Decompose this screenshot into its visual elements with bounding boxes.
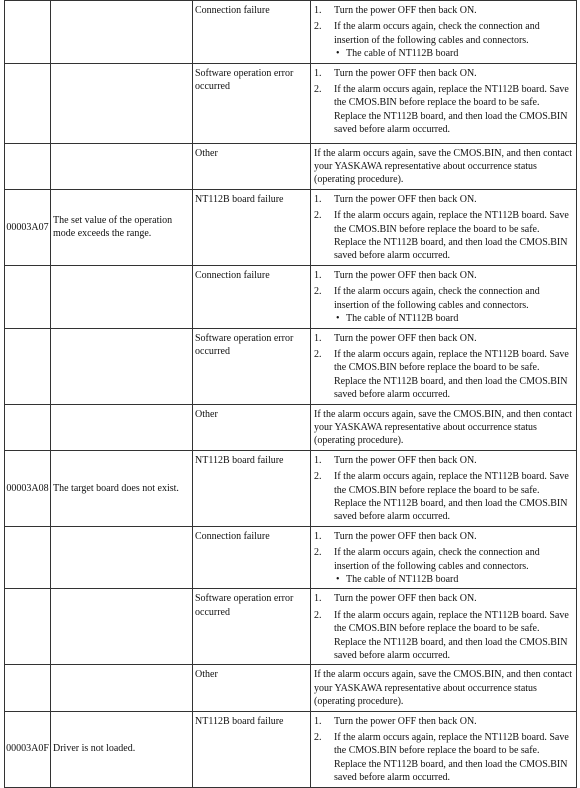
failure-type-cell: NT112B board failure <box>193 450 311 526</box>
alarm-code-cell <box>5 665 51 711</box>
step-text <box>334 20 574 60</box>
cable-bullet <box>334 47 574 60</box>
step-number: 2. <box>314 84 322 96</box>
alarm-cause-cell <box>51 265 193 328</box>
remedy-step <box>314 530 574 543</box>
step-number: 1. <box>314 332 322 344</box>
step-number: 1. <box>314 454 322 466</box>
alarm-row <box>5 665 577 711</box>
remedy-cell <box>311 1 577 64</box>
remedy-text: If the alarm occurs again, save the CMOS.BIN, and then contact your YASKAWA representative about occurrence status (operating procedure). <box>314 408 572 447</box>
alarm-row <box>5 526 577 589</box>
alarm-table-body <box>5 1 577 788</box>
step-text: Turn the power OFF then back ON. <box>334 5 477 16</box>
failure-type-cell: Other <box>193 404 311 450</box>
step-number: 1. <box>314 530 322 542</box>
step-text <box>334 285 574 325</box>
remedy-cell <box>311 328 577 404</box>
step-number: 2. <box>314 210 322 222</box>
failure-type-cell: Other <box>193 143 311 189</box>
alarm-cause-cell <box>51 526 193 589</box>
alarm-cause-cell <box>51 143 193 189</box>
remedy-cell <box>311 189 577 265</box>
remedy-step <box>314 454 574 467</box>
failure-type-cell: Software operation error occurred <box>193 589 311 665</box>
step-text: If the alarm occurs again, replace the NT112B board. Save the CMOS.BIN before replace the board to be safe. Replace the NT112B board, and then load the CMOS.BIN saved before alarm occurred. <box>334 609 569 662</box>
bullet-text: The cable of NT112B board <box>346 574 459 585</box>
remedy-cell <box>311 526 577 589</box>
alarm-cause-cell <box>51 63 193 143</box>
step-number: 2. <box>314 21 322 33</box>
step-number: 2. <box>314 348 322 360</box>
failure-type-cell: Software operation error occurred <box>193 63 311 143</box>
alarm-row <box>5 328 577 404</box>
step-number: 2. <box>314 609 322 621</box>
step-text: Turn the power OFF then back ON. <box>334 193 477 205</box>
alarm-table <box>4 0 577 788</box>
step-text: If the alarm occurs again, replace the NT112B board. Save the CMOS.BIN before replace the board to be safe. Replace the NT112B board, and then load the CMOS.BIN saved before alarm occurred. <box>334 471 569 523</box>
alarm-code-cell <box>5 328 51 404</box>
step-number: 1. <box>314 593 322 605</box>
alarm-row <box>5 589 577 665</box>
step-number: 1. <box>314 269 322 281</box>
failure-type-cell: NT112B board failure <box>193 189 311 265</box>
remedy-step <box>314 546 574 586</box>
step-text: Turn the power OFF then back ON. <box>334 332 477 344</box>
remedy-step <box>314 4 574 17</box>
alarm-row <box>5 265 577 328</box>
step-text: Turn the power OFF then back ON. <box>334 593 477 605</box>
remedy-step <box>314 209 574 263</box>
failure-type-cell: Software operation error occurred <box>193 328 311 404</box>
remedy-cell <box>311 711 577 787</box>
remedy-step <box>314 269 574 282</box>
alarm-code-cell: 00003A0F <box>5 711 51 787</box>
step-text: Turn the power OFF then back ON. <box>334 530 477 542</box>
remedy-step <box>314 20 574 60</box>
step-text-main: If the alarm occurs again, check the connection and insertion of the following cables and connectors. <box>334 21 540 46</box>
step-text: If the alarm occurs again, replace the NT112B board. Save the CMOS.BIN before replace the board to be safe. Replace the NT112B board, and then load the CMOS.BIN saved before alarm occurred. <box>334 348 569 401</box>
remedy-cell <box>311 63 577 143</box>
alarm-row <box>5 404 577 450</box>
failure-type-cell: Other <box>193 665 311 711</box>
step-text: Turn the power OFF then back ON. <box>334 67 477 79</box>
remedy-cell <box>311 589 577 665</box>
alarm-code-cell <box>5 526 51 589</box>
remedy-step <box>314 470 574 524</box>
remedy-step <box>314 67 574 80</box>
step-text: Turn the power OFF then back ON. <box>334 269 477 281</box>
step-text: Turn the power OFF then back ON. <box>334 454 477 466</box>
remedy-cell <box>311 143 577 189</box>
step-number: 1. <box>314 715 322 727</box>
alarm-row <box>5 711 577 787</box>
remedy-step <box>314 731 574 785</box>
failure-type-cell: NT112B board failure <box>193 711 311 787</box>
remedy-step <box>314 609 574 663</box>
alarm-row <box>5 1 577 64</box>
bullet-text: The cable of NT112B board <box>346 313 459 325</box>
bullet-mark: • <box>336 313 340 325</box>
alarm-cause-cell <box>51 589 193 665</box>
step-number: 1. <box>314 67 322 79</box>
remedy-cell <box>311 265 577 328</box>
step-text: If the alarm occurs again, replace the NT112B board. Save the CMOS.BIN before replace the board to be safe. Replace the NT112B board, and then load the CMOS.BIN saved before alarm occurred. <box>334 732 569 784</box>
step-text: If the alarm occurs again, replace the NT112B board. Save the CMOS.BIN before replace the board to be safe. Replace the NT112B board, and then load the CMOS.BIN saved before alarm occurred. <box>334 84 569 136</box>
alarm-code-cell <box>5 589 51 665</box>
remedy-cell <box>311 665 577 711</box>
step-text-main: If the alarm occurs again, check the connection and insertion of the following cables and connectors. <box>334 547 540 572</box>
bullet-mark: • <box>336 48 340 60</box>
remedy-cell <box>311 450 577 526</box>
alarm-code-cell: 00003A08 <box>5 450 51 526</box>
remedy-step <box>314 715 574 728</box>
remedy-cell <box>311 404 577 450</box>
alarm-cause-cell <box>51 404 193 450</box>
remedy-step <box>314 332 574 345</box>
failure-type-cell: Connection failure <box>193 265 311 328</box>
step-text <box>334 546 574 586</box>
step-text: If the alarm occurs again, replace the NT112B board. Save the CMOS.BIN before replace the board to be safe. Replace the NT112B board, and then load the CMOS.BIN saved before alarm occurred. <box>334 210 569 262</box>
remedy-step <box>314 348 574 402</box>
remedy-text: If the alarm occurs again, save the CMOS.BIN, and then contact your YASKAWA representative about occurrence status (operating procedure). <box>314 147 572 186</box>
alarm-code-cell <box>5 143 51 189</box>
step-text: Turn the power OFF then back ON. <box>334 715 477 727</box>
alarm-cause-cell <box>51 328 193 404</box>
alarm-row <box>5 143 577 189</box>
step-number: 2. <box>314 732 322 744</box>
alarm-row <box>5 450 577 526</box>
step-number: 1. <box>314 193 322 205</box>
failure-type-cell: Connection failure <box>193 526 311 589</box>
step-number: 1. <box>314 5 322 16</box>
remedy-step <box>314 592 574 605</box>
remedy-step <box>314 285 574 325</box>
alarm-code-cell <box>5 404 51 450</box>
alarm-code-cell <box>5 1 51 64</box>
alarm-cause-cell: The target board does not exist. <box>51 450 193 526</box>
alarm-row <box>5 63 577 143</box>
remedy-step <box>314 83 574 137</box>
failure-type-cell: Connection failure <box>193 1 311 64</box>
alarm-cause-cell: The set value of the operation mode exceeds the range. <box>51 189 193 265</box>
alarm-cause-cell <box>51 665 193 711</box>
alarm-row <box>5 189 577 265</box>
remedy-text: If the alarm occurs again, save the CMOS.BIN, and then contact your YASKAWA representative about occurrence status (operating procedure). <box>314 669 572 708</box>
cable-bullet <box>334 312 574 325</box>
alarm-cause-cell <box>51 1 193 64</box>
remedy-step <box>314 193 574 206</box>
cable-bullet <box>334 573 574 586</box>
alarm-code-cell <box>5 63 51 143</box>
alarm-cause-cell: Driver is not loaded. <box>51 711 193 787</box>
step-number: 2. <box>314 286 322 298</box>
bullet-mark: • <box>336 574 340 585</box>
bullet-text: The cable of NT112B board <box>346 48 459 60</box>
step-text-main: If the alarm occurs again, check the connection and insertion of the following cables and connectors. <box>334 286 540 311</box>
step-number: 2. <box>314 547 322 559</box>
step-number: 2. <box>314 471 322 483</box>
alarm-code-cell: 00003A07 <box>5 189 51 265</box>
alarm-code-cell <box>5 265 51 328</box>
